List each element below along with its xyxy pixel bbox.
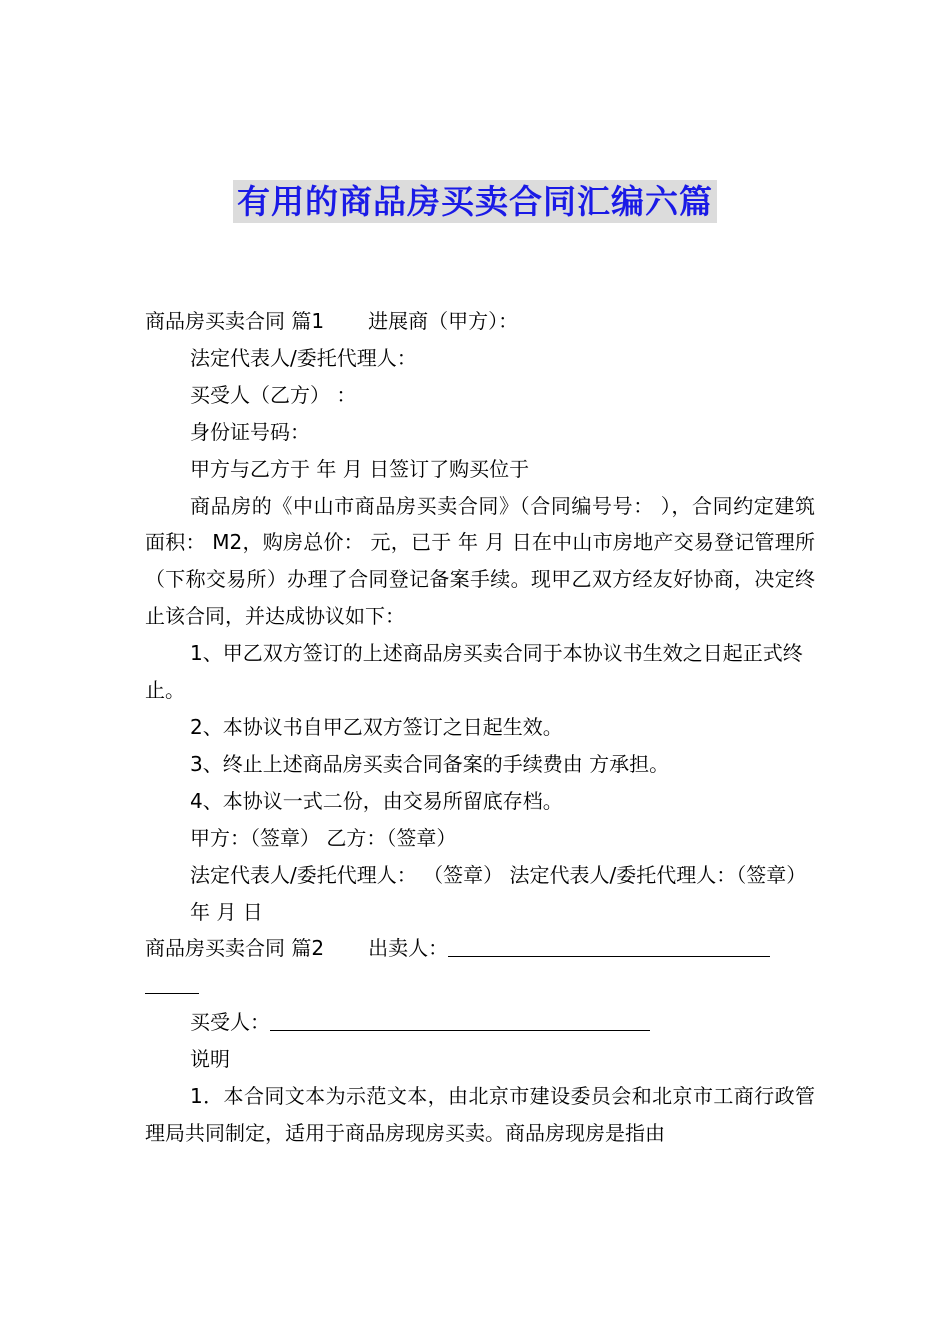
- contract1-paragraph: 商品房的《中山市商品房买卖合同》（合同编号号： ），合同约定建筑面积： M2，购房总价： 元，已于 年 月 日在中山市房地产交易登记管理所（下称交易所）办理了合同登记备案手续。现甲乙双方经友好协商，决定终止该合同，并达成协议如下：: [145, 493, 815, 629]
- contract1-item-3: 3、终止上述商品房买卖合同备案的手续费由 方承担。: [190, 751, 670, 776]
- contract2-buyer-line: [145, 1004, 815, 1041]
- contract1-heading-line: [145, 303, 815, 340]
- contract1-heading: 商品房买卖合同 篇1: [145, 309, 325, 333]
- buyer-blank-line: [270, 1010, 650, 1031]
- contract1-item-4: 4、本协议一式二份，由交易所留底存档。: [190, 788, 563, 813]
- document-title: [0, 176, 950, 223]
- rep-signature-line: 法定代表人/委托代理人： （签章） 法定代表人/委托代理人：（签章）: [190, 862, 807, 887]
- contract2-heading-line: [145, 930, 815, 1004]
- contract2-heading: 商品房买卖合同 篇2: [145, 936, 325, 961]
- seller-blank-line-continued: [145, 973, 199, 994]
- note-heading: 说明: [190, 1047, 230, 1072]
- id-number-line: 身份证号码：: [190, 419, 310, 444]
- contract1-item-1: 1、甲乙双方签订的上述商品房买卖合同于本协议书生效之日起正式终止。: [145, 641, 803, 703]
- seller-blank-line: [448, 936, 770, 957]
- title-text: 有用的商品房买卖合同汇编六篇: [233, 180, 717, 223]
- contract1-date: 年 月 日: [190, 899, 263, 924]
- agreement-date-line: 甲方与乙方于 年 月 日签订了购买位于: [190, 456, 530, 481]
- note-1: 1．本合同文本为示范文本，由北京市建设委员会和北京市工商行政管理局共同制定，适用于商品房现房买卖。商品房现房是指由: [145, 1084, 815, 1145]
- document-body: [145, 303, 815, 1152]
- buyer-line: 买受人（乙方） ：: [190, 382, 357, 407]
- contract1-item-2: 2、本协议书自甲乙双方签订之日起生效。: [190, 714, 563, 739]
- seller-label: 出卖人：: [368, 936, 449, 961]
- contract2-buyer-label: 买受人：: [190, 1010, 270, 1035]
- legal-rep-line: 法定代表人/委托代理人：: [190, 345, 417, 370]
- developer-label: 进展商（甲方）：: [368, 309, 519, 333]
- signature-line: 甲方：（签章） 乙方：（签章）: [190, 825, 457, 850]
